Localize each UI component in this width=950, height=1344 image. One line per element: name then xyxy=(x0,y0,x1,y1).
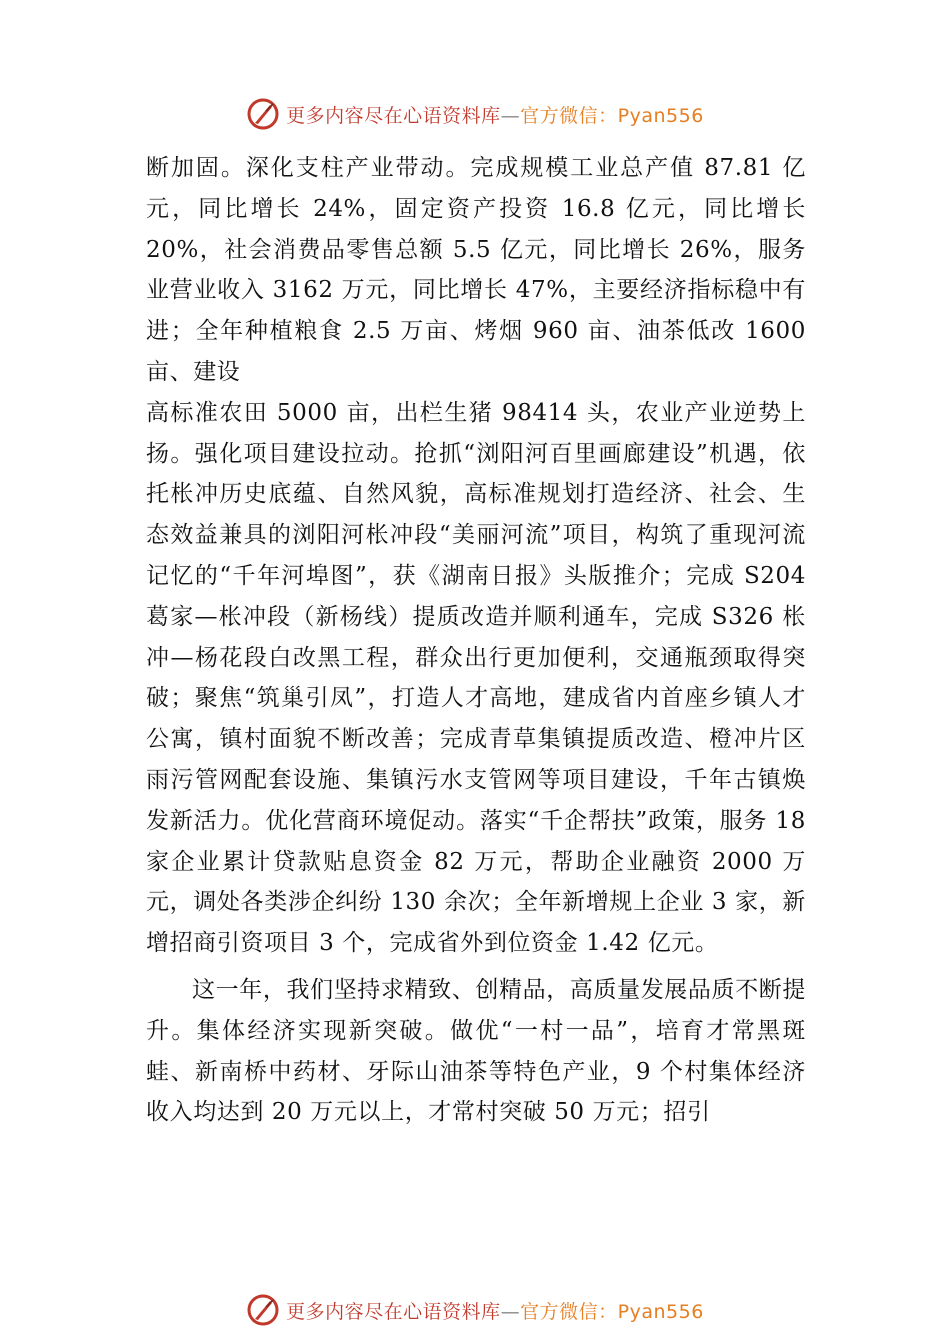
footer-banner xyxy=(0,1290,950,1330)
footer-separator: — xyxy=(500,1300,521,1323)
footer-brand: 更多内容尽在心语资料库 xyxy=(286,1300,501,1323)
quill-logo-icon xyxy=(246,97,280,131)
footer-text xyxy=(286,1297,704,1324)
header-banner xyxy=(0,94,950,134)
header-text xyxy=(286,101,704,128)
header-brand: 更多内容尽在心语资料库 xyxy=(286,104,501,127)
paragraph-1-part-1: 断加固。深化支柱产业带动。完成规模工业总产值 87.81 亿元，同比增长 24%，固定资产投资 16.8 亿元，同比增长 20%，社会消费品零售总额 5.5 亿元，同比增长 26%，服务业营业收入 3162 万元，同比增长 47%，主要经济指标稳中有进；全年种植粮食 2.5 万亩、烤烟 960 亩、油茶低改 1600 亩、建设 xyxy=(146,155,806,385)
paragraph-1-part-2: 高标准农田 5000 亩，出栏生猪 98414 头，农业产业逆势上扬。强化项目建设拉动。抢抓“浏阳河百里画廊建设”机遇，依托枨冲历史底蕴、自然风貌，高标准规划打造经济、社会、生态效益兼具的浏阳河枨冲段“美丽河流”项目，构筑了重现河流记忆的“千年河埠图”，获《湖南日报》头版推介；完成 S204 葛家—枨冲段（新杨线）提质改造并顺利通车，完成 S326 枨冲—杨花段白改黑工程，群众出行更加便利，交通瓶颈取得突破；聚焦“筑巢引凤”，打造人才高地，建成省内首座乡镇人才公寓，镇村面貌不断改善；完成青草集镇提质改造、橙冲片区雨污管网配套设施、集镇污水支管网等项目建设，千年古镇焕发新活力。优化营商环境促动。落实“千企帮扶”政策，服务 18 家企业累计贷款贴息资金 82 万元，帮助企业融资 2000 万元，调处各类涉企纠纷 130 余次；全年新增规上企业 3 家，新增招商引资项目 3 个，完成省外到位资金 1.42 亿元。 xyxy=(146,399,806,957)
document-body xyxy=(146,148,806,1133)
paragraph-2: 这一年，我们坚持求精致、创精品，高质量发展品质不断提升。集体经济实现新突破。做优“一村一品”，培育才常黑斑蛙、新南桥中药材、牙际山油茶等特色产业，9 个村集体经济收入均达到 20 万元以上，才常村突破 50 万元；招引 xyxy=(146,976,806,1126)
header-separator: — xyxy=(500,104,521,127)
quill-logo-icon xyxy=(246,1293,280,1327)
header-wechat: 官方微信：Pyan556 xyxy=(520,104,704,127)
footer-wechat: 官方微信：Pyan556 xyxy=(520,1300,704,1323)
